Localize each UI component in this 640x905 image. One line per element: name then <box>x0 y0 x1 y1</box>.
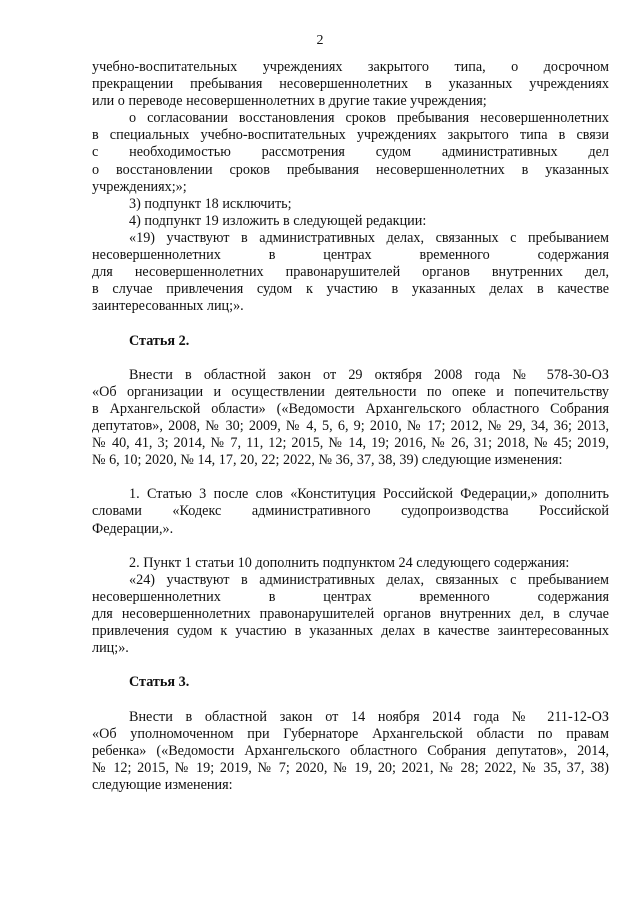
text-line: в Архангельской области» («Ведомости Архангельского областного Собрания <box>92 400 609 417</box>
text-line: в специальных учебно-воспитательных учреждениях закрытого типа в связи <box>92 127 609 144</box>
text-line: для несовершеннолетних правонарушителей органов внутренних дел, <box>92 264 609 281</box>
text-line: о согласовании восстановления сроков пребывания несовершеннолетних <box>129 110 609 127</box>
text-line: № 12; 2015, № 19; 2019, № 7; 2020, № 19, 20; 2021, № 28; 2022, № 35, 37, 38) <box>92 759 609 776</box>
paragraph-gap <box>92 315 609 332</box>
text-line: или о переводе несовершеннолетних в другие такие учреждения; <box>92 93 487 110</box>
text-line: привлечения судом к участию в указанных делах в качестве заинтересованных <box>92 623 609 640</box>
paragraph-gap <box>92 657 609 674</box>
text-line: 3) подпункт 18 исключить; <box>129 195 292 212</box>
article-heading: Статья 2. <box>129 332 190 349</box>
text-line: депутатов», 2008, № 30; 2009, № 4, 5, 6, 9; 2010, № 17; 2012, № 29, 34, 36; 2013, <box>92 417 609 434</box>
text-line: 2. Пункт 1 статьи 10 дополнить подпунктом 24 следующего содержания: <box>129 554 570 571</box>
text-line: учебно-воспитательных учреждениях закрытого типа, о досрочном <box>92 59 609 75</box>
text-line: «19) участвуют в административных делах, связанных с пребыванием <box>129 229 609 246</box>
paragraph-gap <box>92 538 609 555</box>
text-line: ребенка» («Ведомости Архангельского областного Собрания депутатов», 2014, <box>92 742 609 759</box>
text-line: несовершеннолетних в центрах временного содержания <box>92 247 609 264</box>
text-line: в случае привлечения судом к участию в указанных делах в качестве <box>92 281 609 298</box>
text-line: несовершеннолетних в центрах временного содержания <box>92 588 609 605</box>
text-line: № 6, 10; 2020, № 14, 17, 20, 22; 2022, № 36, 37, 38, 39) следующие изменения: <box>92 452 563 469</box>
paragraph-gap <box>92 691 609 708</box>
text-line: для несовершеннолетних правонарушителей органов внутренних дел, в случае <box>92 606 609 622</box>
text-line: лиц;». <box>92 640 129 657</box>
text-line: прекращении пребывания несовершеннолетних в указанных учреждениях <box>92 76 609 93</box>
text-line: с необходимостью рассмотрения судом административных дел <box>92 144 609 161</box>
text-line: о восстановлении сроков пребывания несовершеннолетних в указанных <box>92 161 609 178</box>
paragraph-gap <box>92 350 609 367</box>
article-heading: Статья 3. <box>129 674 190 691</box>
text-line: Федерации,». <box>92 520 174 537</box>
text-line: Внести в областной закон от 29 октября 2008 года № 578-30-ОЗ <box>129 366 609 383</box>
text-line: «Об уполномоченном при Губернаторе Архангельской области по правам <box>92 725 609 742</box>
text-line: «Об организации и осуществлении деятельности по опеке и попечительству <box>92 383 609 400</box>
page-number: 2 <box>316 33 324 48</box>
text-line: «24) участвуют в административных делах, связанных с пребыванием <box>129 571 609 588</box>
text-line: 4) подпункт 19 изложить в следующей редакции: <box>129 212 427 229</box>
text-line: учреждениях;»; <box>92 178 187 195</box>
text-line: № 40, 41, 3; 2014, № 7, 11, 12; 2015, № 14, 19; 2016, № 26, 31; 2018, № 45; 2019, <box>92 435 609 452</box>
text-line: следующие изменения: <box>92 776 233 793</box>
text-line: словами «Кодекс административного судопроизводства Российской <box>92 503 609 520</box>
text-line: заинтересованных лиц;». <box>92 298 244 315</box>
document-body <box>92 59 609 794</box>
text-line: 1. Статью 3 после слов «Конституция Российской Федерации,» дополнить <box>129 486 609 503</box>
text-line: Внести в областной закон от 14 ноября 2014 года № 211-12-ОЗ <box>129 708 609 725</box>
paragraph-gap <box>92 469 609 486</box>
